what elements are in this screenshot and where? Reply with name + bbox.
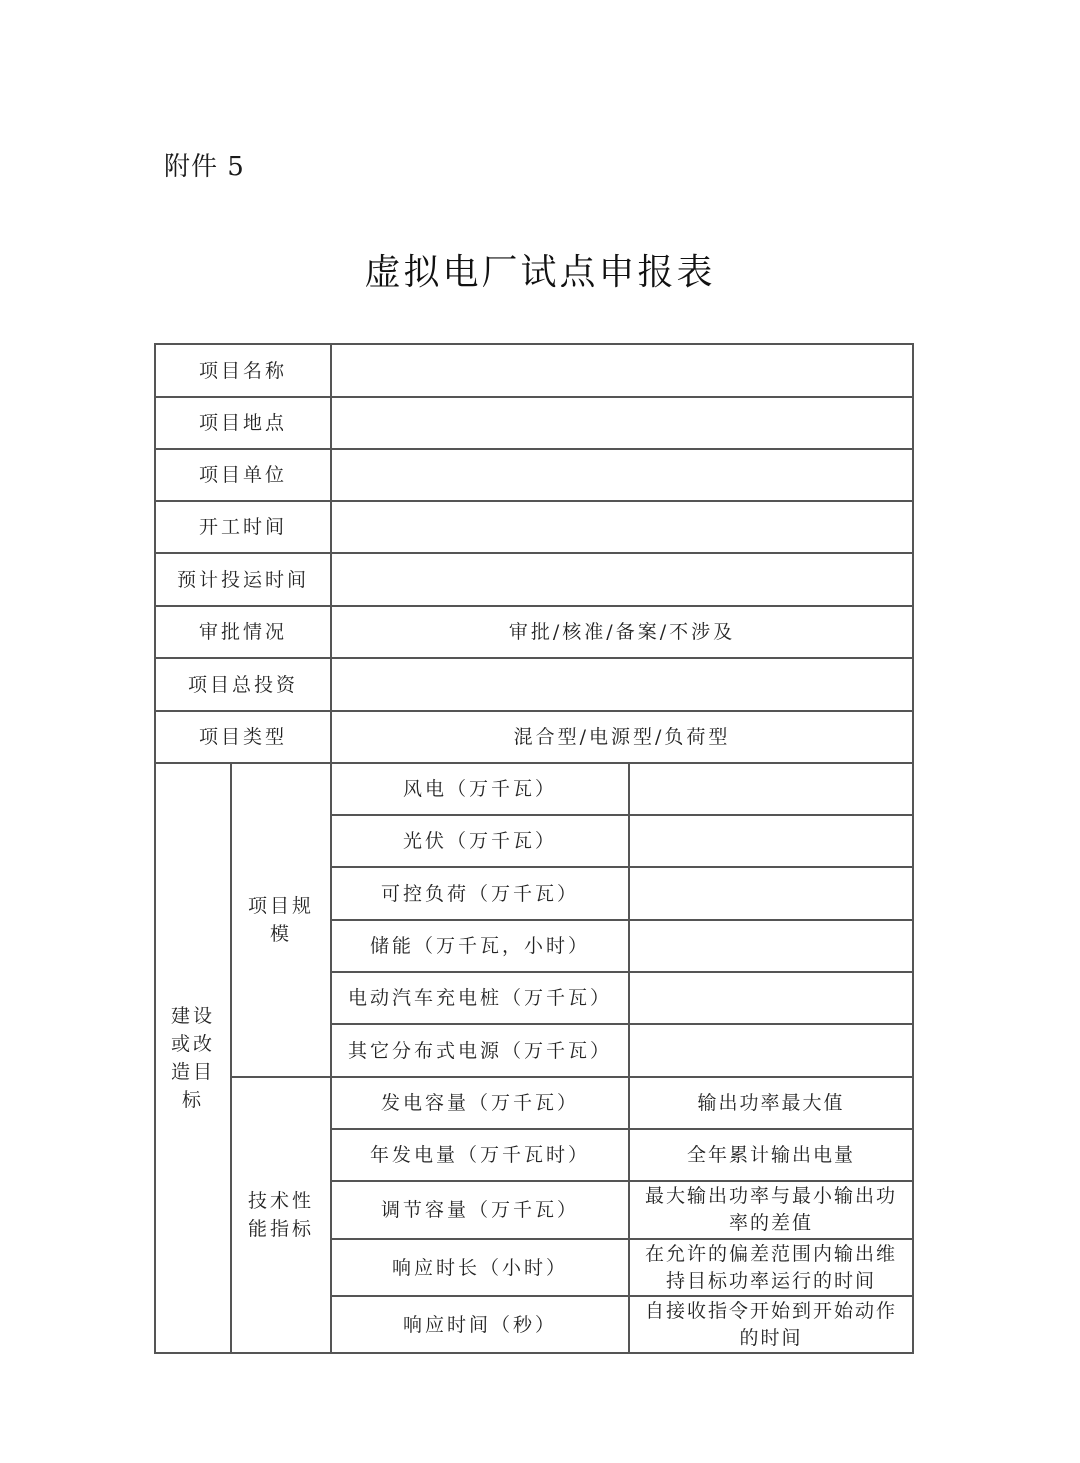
energy-storage-field[interactable] <box>629 920 913 972</box>
item-label: 响应时长（小时） <box>331 1239 629 1296</box>
item-description: 在允许的偏差范围内输出维持目标功率运行的时间 <box>629 1239 913 1296</box>
ev-charging-field[interactable] <box>629 972 913 1024</box>
project-type-field[interactable]: 混合型/电源型/负荷型 <box>331 711 913 763</box>
page-title: 虚拟电厂试点申报表 <box>364 252 716 293</box>
goals-group-label: 建设或改造目标 <box>155 763 231 1353</box>
field-label: 审批情况 <box>155 606 331 658</box>
item-label: 调节容量（万千瓦） <box>331 1181 629 1239</box>
table-row <box>155 606 913 658</box>
item-label: 储能（万千瓦，小时） <box>331 920 629 972</box>
field-label: 预计投运时间 <box>155 553 331 606</box>
item-label: 风电（万千瓦） <box>331 763 629 815</box>
field-label: 开工时间 <box>155 501 331 553</box>
item-label: 可控负荷（万千瓦） <box>331 867 629 920</box>
item-description: 输出功率最大值 <box>629 1077 913 1129</box>
application-form-table <box>154 343 914 1354</box>
table-row <box>155 449 913 501</box>
table-row <box>155 658 913 711</box>
total-investment-field[interactable] <box>331 658 913 711</box>
item-label: 其它分布式电源（万千瓦） <box>331 1024 629 1077</box>
item-description: 自接收指令开始到开始动作的时间 <box>629 1296 913 1353</box>
item-description: 全年累计输出电量 <box>629 1129 913 1181</box>
table-row <box>155 763 913 815</box>
item-label: 响应时间（秒） <box>331 1296 629 1353</box>
table-row <box>155 711 913 763</box>
field-label: 项目总投资 <box>155 658 331 711</box>
item-description: 最大输出功率与最小输出功率的差值 <box>629 1181 913 1239</box>
table-row <box>155 553 913 606</box>
approval-status-field[interactable]: 审批/核准/备案/不涉及 <box>331 606 913 658</box>
item-label: 光伏（万千瓦） <box>331 815 629 867</box>
start-time-field[interactable] <box>331 501 913 553</box>
attachment-label: 附件 5 <box>164 152 245 182</box>
expected-operation-time-field[interactable] <box>331 553 913 606</box>
item-label: 电动汽车充电桩（万千瓦） <box>331 972 629 1024</box>
field-label: 项目名称 <box>155 344 331 397</box>
field-label: 项目类型 <box>155 711 331 763</box>
project-name-field[interactable] <box>331 344 913 397</box>
table-row <box>155 397 913 449</box>
table-row <box>155 344 913 397</box>
scale-group-label: 项目规模 <box>231 763 331 1077</box>
table-row <box>155 1077 913 1129</box>
field-label: 项目地点 <box>155 397 331 449</box>
solar-pv-field[interactable] <box>629 815 913 867</box>
item-label: 发电容量（万千瓦） <box>331 1077 629 1129</box>
other-distributed-field[interactable] <box>629 1024 913 1077</box>
performance-group-label: 技术性能指标 <box>231 1077 331 1353</box>
table-row <box>155 501 913 553</box>
controllable-load-field[interactable] <box>629 867 913 920</box>
wind-power-field[interactable] <box>629 763 913 815</box>
project-unit-field[interactable] <box>331 449 913 501</box>
project-location-field[interactable] <box>331 397 913 449</box>
item-label: 年发电量（万千瓦时） <box>331 1129 629 1181</box>
field-label: 项目单位 <box>155 449 331 501</box>
